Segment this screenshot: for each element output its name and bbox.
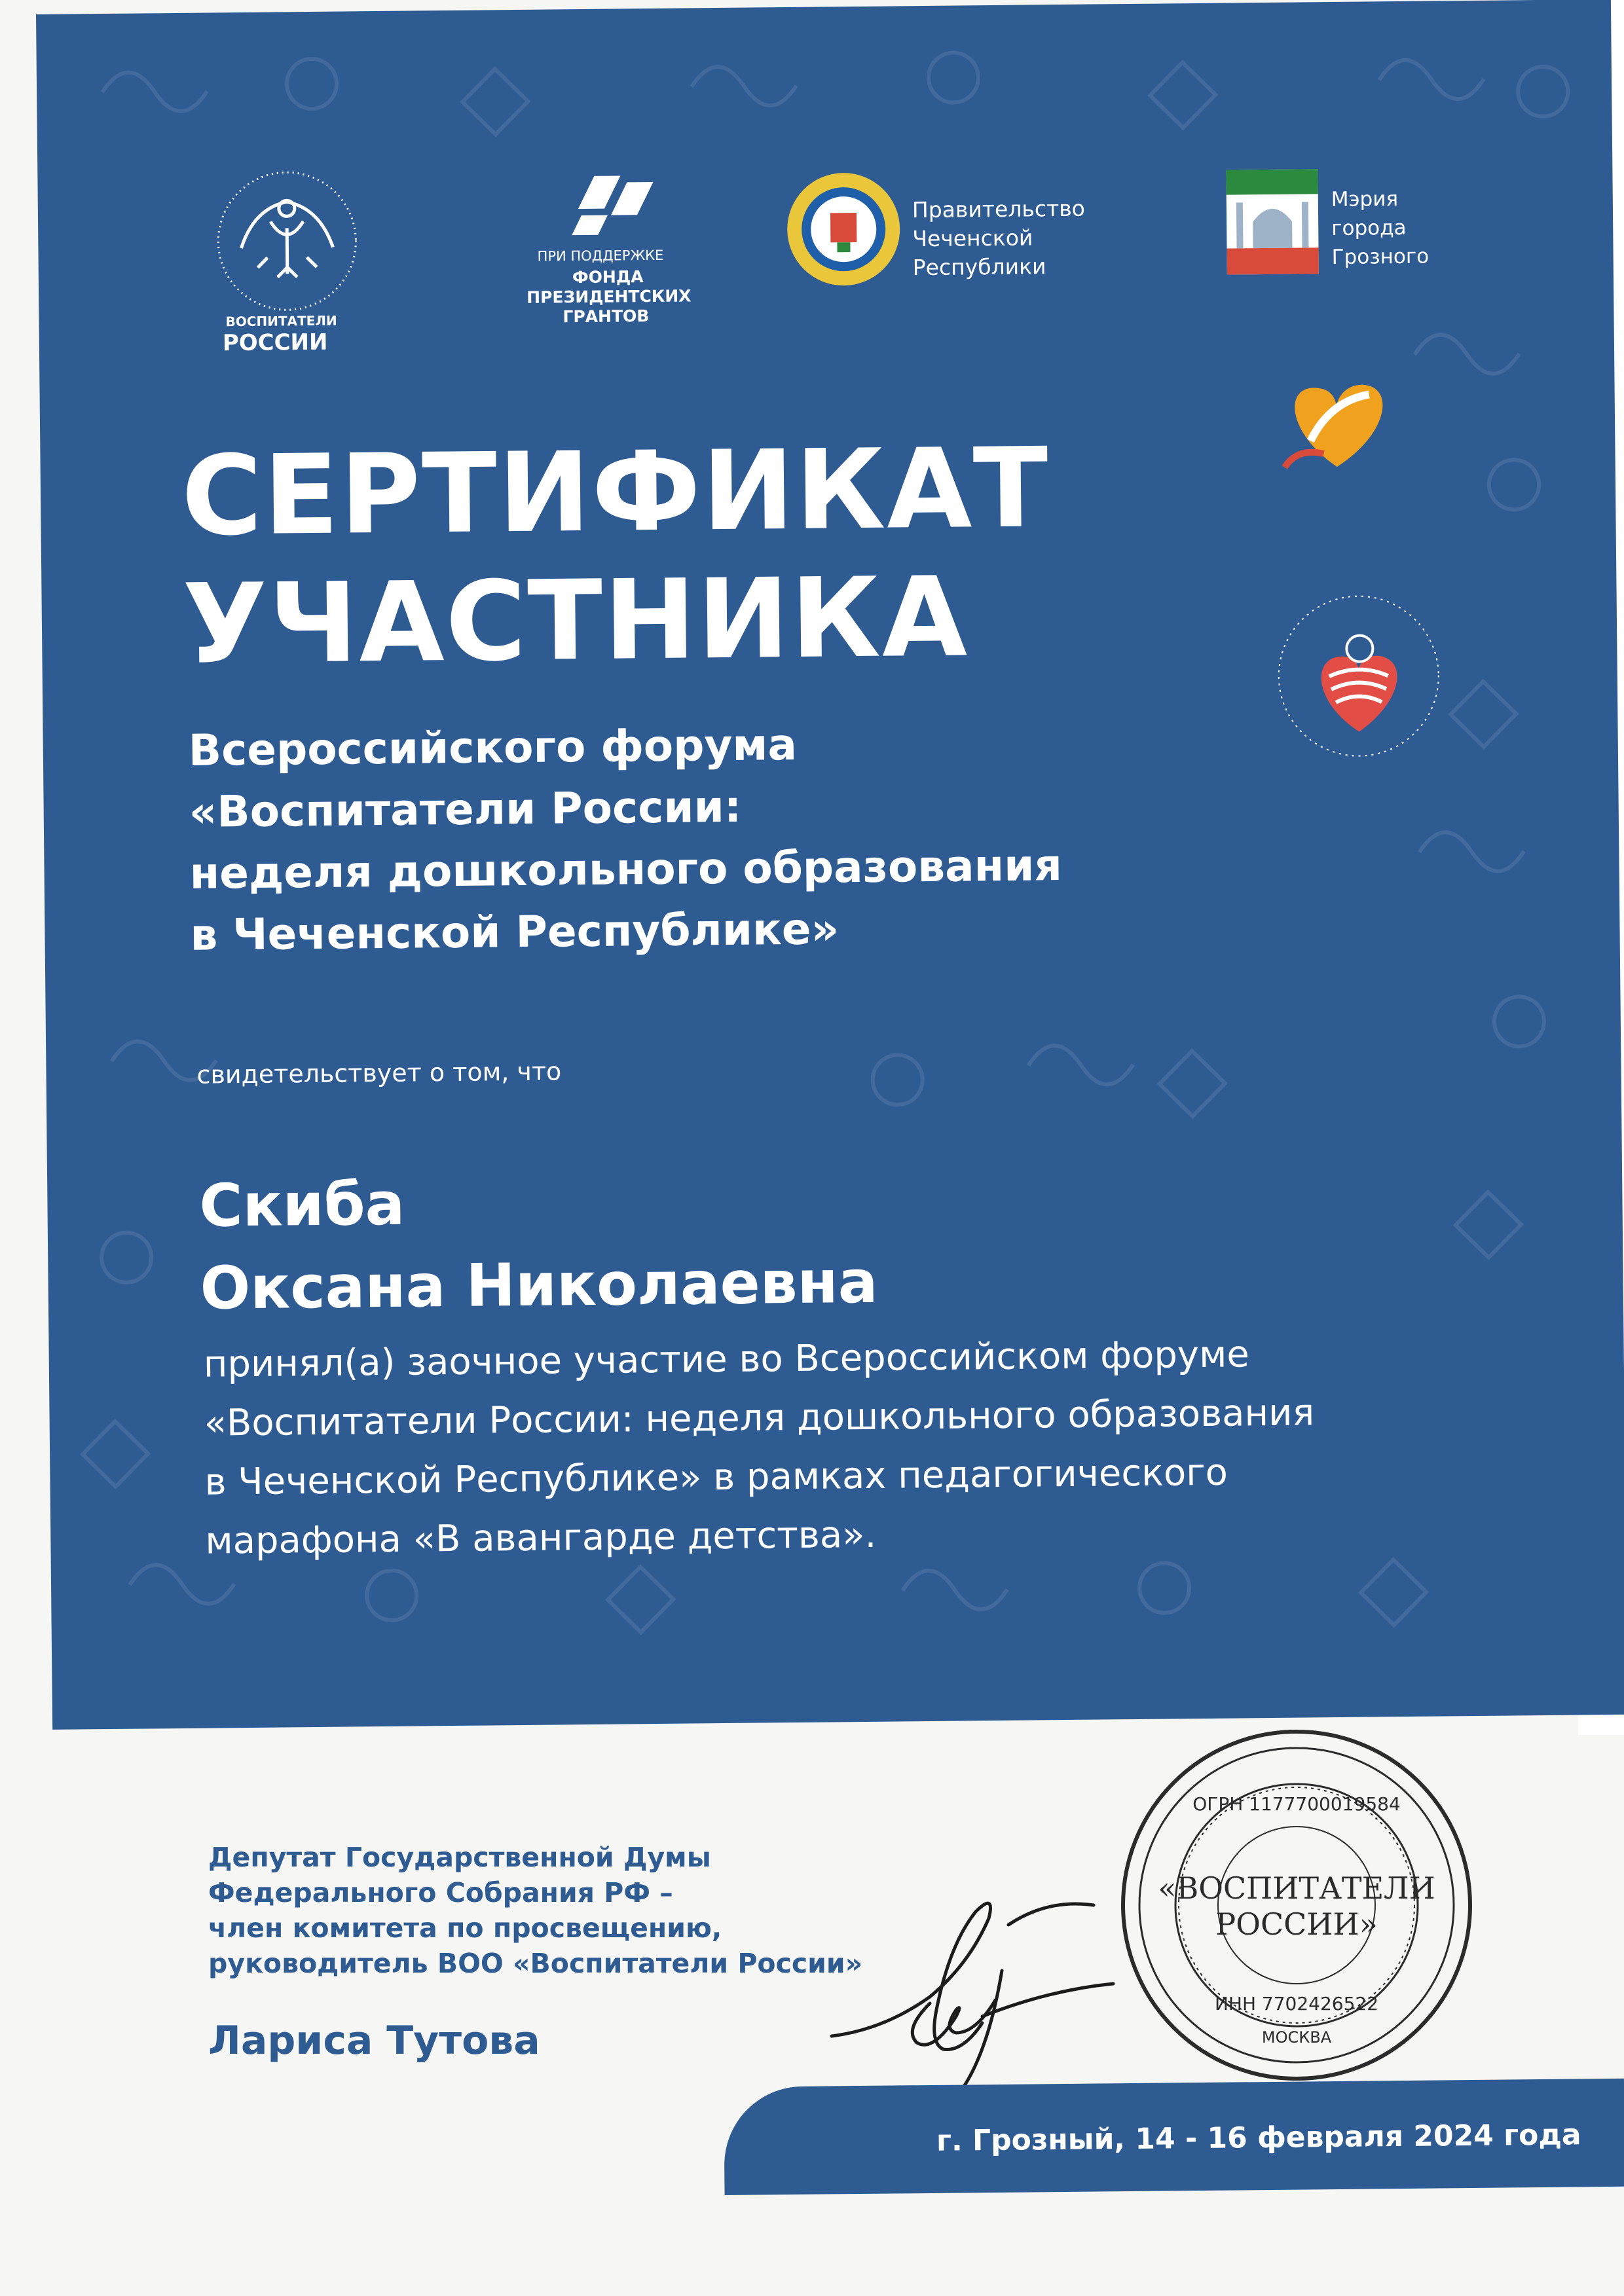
meria-logo-line3: Грозного — [1331, 244, 1430, 270]
certifies-text: свидетельствует о том, что — [196, 1057, 562, 1089]
subtitle-line-2: «Воспитатели России: — [189, 781, 742, 837]
body-line-4: марафона «В авангарде детства». — [205, 1513, 877, 1563]
chechen-government-logo — [784, 168, 1152, 302]
organization-stamp — [1113, 1722, 1480, 2088]
grants-logo-line3: ПРЕЗИДЕНТСКИХ — [526, 286, 692, 307]
meria-logo-line1: Мэрия — [1331, 187, 1399, 212]
grants-logo-line2: ФОНДА — [572, 267, 644, 287]
government-logo-line1: Правительство — [912, 195, 1086, 223]
mosque-icon — [1223, 166, 1322, 278]
position-line-1: Депутат Государственной Думы — [208, 1842, 711, 1873]
stamp-city: МОСКВА — [1261, 2028, 1332, 2047]
recipient-name — [199, 1159, 878, 1330]
forum-subtitle — [188, 709, 1337, 966]
body-line-1: принял(а) заочное участие во Всероссийском форуме — [203, 1333, 1250, 1386]
heart-brush-logo-icon — [1270, 368, 1409, 481]
title-line-1: СЕРТИФИКАТ — [181, 424, 1050, 560]
participation-text — [203, 1323, 1482, 1571]
handwritten-signature — [812, 1886, 1126, 2102]
certificate-panel — [36, 0, 1624, 1730]
vospitateli-logo-line2: РОССИИ — [222, 329, 328, 357]
body-line-2: «Воспитатели России: неделя дошкольного образования — [204, 1391, 1315, 1445]
certificate-title — [181, 424, 1051, 689]
title-line-2: УЧАСТНИКА — [182, 553, 969, 689]
vospitateli-rossii-logo — [191, 162, 383, 360]
subtitle-line-3: неделя дошкольного образования — [189, 840, 1063, 899]
body-line-3: в Чеченской Республике» в рамках педагогического — [204, 1451, 1228, 1504]
position-line-4: руководитель ВОО «Воспитатели России» — [208, 1948, 863, 1979]
grants-emblem-icon — [496, 162, 712, 242]
stamp-center-line2: РОССИИ» — [1215, 1906, 1378, 1942]
government-logo-line2: Чеченской — [912, 225, 1033, 252]
recipient-first-patronymic: Оксана Николаевна — [200, 1247, 878, 1323]
subtitle-line-1: Всероссийского форума — [188, 719, 798, 776]
presidential-grants-logo — [496, 162, 714, 347]
stamp-ogrn: ОГРН 1177700019584 — [1192, 1793, 1401, 1815]
government-logo-line3: Республики — [912, 253, 1046, 281]
grants-logo-line4: ГРАНТОВ — [563, 306, 650, 327]
subtitle-line-4: в Чеченской Республике» — [190, 903, 840, 960]
recipient-surname: Скиба — [198, 1169, 405, 1241]
position-line-2: Федерального Собрания РФ – — [208, 1877, 673, 1908]
vospitateli-logo-line1: ВОСПИТАТЕЛИ — [225, 312, 337, 330]
grants-logo-line1: ПРИ ПОДДЕРЖКЕ — [537, 247, 664, 264]
bird-emblem-icon — [191, 162, 382, 314]
signatory-position — [208, 1840, 862, 1981]
stamp-center-line1: «ВОСПИТАТЕЛИ — [1158, 1870, 1435, 1906]
position-line-3: член комитета по просвещению, — [208, 1912, 722, 1944]
stamp-inn: ИНН 7702426522 — [1214, 1993, 1379, 2014]
grozny-city-hall-logo — [1223, 164, 1499, 298]
chechen-emblem-icon — [784, 170, 903, 289]
place-date: г. Грозный, 14 - 16 февраля 2024 года — [936, 2118, 1581, 2158]
signatory-name: Лариса Тутова — [208, 2018, 540, 2064]
meria-logo-line2: города — [1331, 215, 1407, 241]
